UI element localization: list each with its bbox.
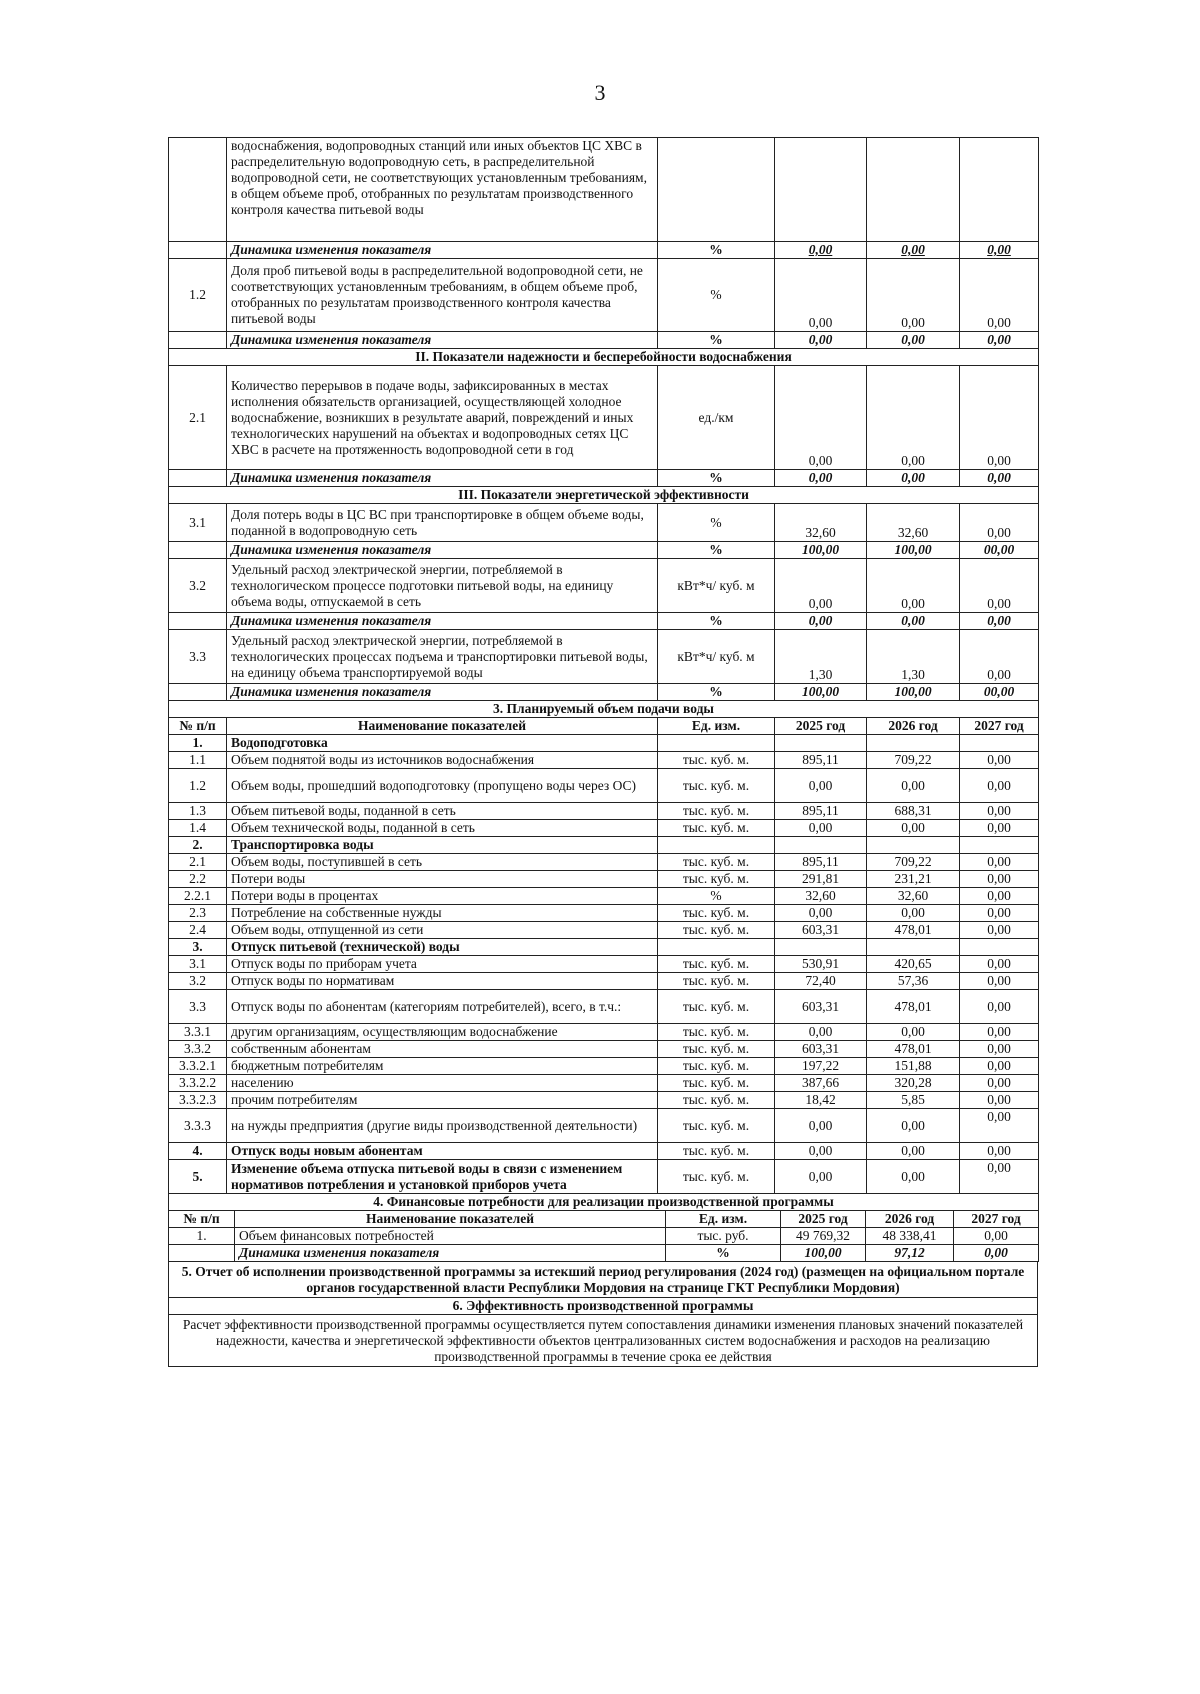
table-row (169, 138, 1039, 242)
table-row (169, 990, 1039, 1024)
table-row (169, 888, 1039, 905)
value-2025: 0,00 (775, 1160, 867, 1194)
row-name: Потребление на собственные нужды (227, 905, 658, 922)
value-2027 (960, 837, 1039, 854)
row-number: 4. (169, 1143, 227, 1160)
value-2027: 0,00 (960, 1041, 1039, 1058)
value-2025: 603,31 (775, 922, 867, 939)
indicators-table (168, 137, 1039, 1194)
value-2025 (775, 735, 867, 752)
row-unit: % (658, 888, 775, 905)
dynamics-row: Динамика изменения показателя % 0,00 0,00 0,00 (169, 613, 1039, 630)
row-unit (658, 939, 775, 956)
row-number: 2. (169, 837, 227, 854)
table-row (169, 956, 1039, 973)
dynamics-row: Динамика изменения показателя % 0,00 0,00 0,00 (169, 242, 1039, 259)
value-2027: 0,00 (960, 820, 1039, 837)
value-2025: 530,91 (775, 956, 867, 973)
value-2026: 478,01 (867, 990, 960, 1024)
value-2026 (867, 837, 960, 854)
table-row (169, 1024, 1039, 1041)
row-unit: тыс. куб. м. (658, 854, 775, 871)
finance-table (168, 1193, 1039, 1262)
row-unit: тыс. куб. м. (658, 1075, 775, 1092)
dynamics-row: Динамика изменения показателя % 100,00 97,12 0,00 (169, 1245, 1039, 1262)
table-row (169, 922, 1039, 939)
value-2026: 688,31 (867, 803, 960, 820)
row-name: Изменение объема отпуска питьевой воды в связи с изменением нормативов потребления и установкой приборов учета (227, 1160, 658, 1194)
value-2026: 57,36 (867, 973, 960, 990)
row-number: 3.3.2.1 (169, 1058, 227, 1075)
table-row (169, 803, 1039, 820)
section-title: II. Показатели надежности и бесперебойности водоснабжения (169, 349, 1039, 366)
value-2027: 0,00 (960, 990, 1039, 1024)
value-2025: 18,42 (775, 1092, 867, 1109)
value-2027: 0,00 (960, 973, 1039, 990)
value-2027 (960, 939, 1039, 956)
row-name: Объем питьевой воды, поданной в сеть (227, 803, 658, 820)
value-2025: 0,00 (775, 1143, 867, 1160)
value-2026: 5,85 (867, 1092, 960, 1109)
dynamics-row: Динамика изменения показателя % 100,00 100,00 00,00 (169, 542, 1039, 559)
value-2027 (960, 735, 1039, 752)
value-2026: 478,01 (867, 1041, 960, 1058)
value-2027: 0,00 (960, 871, 1039, 888)
table-row (169, 973, 1039, 990)
row-number: 1.2 (169, 769, 227, 803)
value-2026: 0,00 (867, 1109, 960, 1143)
value-2027: 0,00 (960, 1092, 1039, 1109)
section-title-row (169, 701, 1039, 718)
value-2025: 895,11 (775, 752, 867, 769)
value-2026: 231,21 (867, 871, 960, 888)
row-unit: тыс. куб. м. (658, 1143, 775, 1160)
row-name: Объем воды, отпущенной из сети (227, 922, 658, 939)
value-2026: 32,60 (867, 888, 960, 905)
row-name: Потери воды (227, 871, 658, 888)
table-row (169, 905, 1039, 922)
dynamics-row: Динамика изменения показателя % 100,00 100,00 00,00 (169, 684, 1039, 701)
dynamics-row: Динамика изменения показателя % 0,00 0,00 0,00 (169, 470, 1039, 487)
table-row (169, 1058, 1039, 1075)
row-number: 1.4 (169, 820, 227, 837)
table-row (169, 1075, 1039, 1092)
value-2025: 387,66 (775, 1075, 867, 1092)
row-unit: тыс. куб. м. (658, 1160, 775, 1194)
row-name: Объем воды, поступившей в сеть (227, 854, 658, 871)
value-2025: 291,81 (775, 871, 867, 888)
row-name: Водоподготовка (227, 735, 658, 752)
report-title: 5. Отчет об исполнении производственной программы за истекший период регулирования (2024 год) (размещен на официальном портале органов государственной власти Республики Мордовия на странице ГКТ Республики Мордовия) (169, 1262, 1038, 1298)
row-number: 3.1 (169, 956, 227, 973)
row-number: 2.2.1 (169, 888, 227, 905)
value-2027: 0,00 (960, 922, 1039, 939)
value-2027: 0,00 (960, 1143, 1039, 1160)
value-2027: 0,00 (960, 888, 1039, 905)
value-2025: 895,11 (775, 854, 867, 871)
row-number: 2.1 (169, 854, 227, 871)
table-row: 1. Объем финансовых потребностей тыс. руб. 49 769,32 48 338,41 0,00 (169, 1228, 1039, 1245)
table-row: 3.1 Доля потерь воды в ЦС ВС при транспортировке в общем объеме воды, поданной в водопроводную сеть % 32,60 32,60 0,00 (169, 504, 1039, 542)
table-row (169, 1041, 1039, 1058)
table-row: 3.2 Удельный расход электрической энергии, потребляемой в технологическом процессе подготовки питьевой воды, на единицу объема воды, отпускаемой в сеть кВт*ч/ куб. м 0,00 0,00 0,00 (169, 559, 1039, 613)
value-2026: 709,22 (867, 854, 960, 871)
row-number: 2.4 (169, 922, 227, 939)
dynamics-label: Динамика изменения показателя (227, 242, 658, 259)
row-name: Отпуск воды новым абонентам (227, 1143, 658, 1160)
section-title-row (169, 487, 1039, 504)
row-number: 3.3.2.2 (169, 1075, 227, 1092)
table-row: 2.1 Количество перерывов в подаче воды, зафиксированных в местах исполнения обязательств организацией, осуществляющей холодное водоснабжение, возникших в результате аварий, повреждений и иных технологических нарушений на объектах и водопроводных сетях ЦС ХВС в расчете на протяженность водопроводной сети в год ед./км 0,00 0,00 0,00 (169, 366, 1039, 470)
section-title: 3. Планируемый объем подачи воды (169, 701, 1039, 718)
row-number: 3.3.2.3 (169, 1092, 227, 1109)
value-2027: 0,00 (960, 854, 1039, 871)
row-number: 2.3 (169, 905, 227, 922)
report-table (168, 1261, 1038, 1367)
row-number: 3.3 (169, 990, 227, 1024)
section-title: 4. Финансовые потребности для реализации производственной программы (169, 1194, 1039, 1211)
section-title-row (169, 349, 1039, 366)
row-number: 1.3 (169, 803, 227, 820)
value-2027: 0,00 (960, 1160, 1039, 1194)
value-2026: 0,00 (867, 1160, 960, 1194)
row-name: Отпуск воды по абонентам (категориям потребителей), всего, в т.ч.: (227, 990, 658, 1024)
row-name: Отпуск воды по приборам учета (227, 956, 658, 973)
supply-table-body (169, 735, 1039, 1194)
table-row (169, 837, 1039, 854)
row-unit: тыс. куб. м. (658, 820, 775, 837)
value-2025: 603,31 (775, 990, 867, 1024)
row-unit: тыс. куб. м. (658, 922, 775, 939)
value-2026: 0,00 (867, 905, 960, 922)
row-name: Потери воды в процентах (227, 888, 658, 905)
value-2026: 420,65 (867, 956, 960, 973)
efficiency-title: 6. Эффективность производственной программы (169, 1298, 1038, 1315)
row-number: 3.3.3 (169, 1109, 227, 1143)
row-name: собственным абонентам (227, 1041, 658, 1058)
value-2026 (867, 939, 960, 956)
row-name: на нужды предприятия (другие виды производственной деятельности) (227, 1109, 658, 1143)
value-2025 (775, 939, 867, 956)
table-row (169, 769, 1039, 803)
row-number: 2.2 (169, 871, 227, 888)
row-unit: тыс. куб. м. (658, 871, 775, 888)
table-row: 3.3 Удельный расход электрической энергии, потребляемой в технологических процессах подъема и транспортировки питьевой воды, на единицу объема транспортируемой воды кВт*ч/ куб. м 1,30 1,30 0,00 (169, 630, 1039, 684)
row-name: населению (227, 1075, 658, 1092)
table-row: 1.2 Доля проб питьевой воды в распределительной водопроводной сети, не соответствующих установленным требованиям, в общем объеме проб, отобранных по результатам производственного контроля качества питьевой воды % 0,00 0,00 0,00 (169, 259, 1039, 332)
value-2027: 0,00 (960, 1058, 1039, 1075)
dynamics-row: Динамика изменения показателя % 0,00 0,00 0,00 (169, 332, 1039, 349)
section-title: III. Показатели энергетической эффективности (169, 487, 1039, 504)
row-unit: тыс. куб. м. (658, 956, 775, 973)
value-2025: 197,22 (775, 1058, 867, 1075)
value-2025: 0,00 (775, 1024, 867, 1041)
value-2025: 0,00 (775, 1109, 867, 1143)
row-unit: тыс. куб. м. (658, 905, 775, 922)
value-2025: 603,31 (775, 1041, 867, 1058)
row-unit: тыс. куб. м. (658, 1041, 775, 1058)
value-2026: 0,00 (867, 820, 960, 837)
row-number: 1. (169, 735, 227, 752)
value-2027: 0,00 (960, 905, 1039, 922)
row-unit (658, 837, 775, 854)
row-name: другим организациям, осуществляющим водоснабжение (227, 1024, 658, 1041)
value-2027: 0,00 (960, 752, 1039, 769)
row-unit: тыс. куб. м. (658, 973, 775, 990)
value-2025: 0,00 (775, 769, 867, 803)
value-2026: 0,00 (867, 1143, 960, 1160)
row-unit: тыс. куб. м. (658, 752, 775, 769)
row-unit: тыс. куб. м. (658, 1092, 775, 1109)
value-2026: 320,28 (867, 1075, 960, 1092)
row-name: Объем технической воды, поданной в сеть (227, 820, 658, 837)
row-name: бюджетным потребителям (227, 1058, 658, 1075)
table-row (169, 735, 1039, 752)
row-name: Отпуск воды по нормативам (227, 973, 658, 990)
row-unit: тыс. куб. м. (658, 1058, 775, 1075)
row-number: 5. (169, 1160, 227, 1194)
table-row (169, 1092, 1039, 1109)
row-unit (658, 735, 775, 752)
value-2025: 0,00 (775, 905, 867, 922)
row-unit: тыс. куб. м. (658, 1024, 775, 1041)
row-number: 3.3.2 (169, 1041, 227, 1058)
row-unit: тыс. куб. м. (658, 803, 775, 820)
table-row (169, 939, 1039, 956)
row-name: Объем воды, прошедший водоподготовку (пропущено воды через ОС) (227, 769, 658, 803)
table-row (169, 854, 1039, 871)
value-2026: 0,00 (867, 769, 960, 803)
value-2025: 72,40 (775, 973, 867, 990)
table-row (169, 820, 1039, 837)
table-row (169, 1109, 1039, 1143)
table-header-row: № п/п Наименование показателей Ед. изм. 2025 год 2026 год 2027 год (169, 718, 1039, 735)
efficiency-text: Расчет эффективности производственной программы осуществляется путем сопоставления динамики изменения плановых значений показателей надежности, качества и энергетической эффективности объектов централизованных систем водоснабжения и расходов на реализацию производственной программы в течение срока ее действия (169, 1315, 1038, 1367)
table-row (169, 752, 1039, 769)
value-2026: 151,88 (867, 1058, 960, 1075)
value-2026: 478,01 (867, 922, 960, 939)
value-2027: 0,00 (960, 803, 1039, 820)
row-name: Объем поднятой воды из источников водоснабжения (227, 752, 658, 769)
row-number: 3. (169, 939, 227, 956)
row-number: 3.3.1 (169, 1024, 227, 1041)
value-2025: 0,00 (775, 820, 867, 837)
page-number: 3 (594, 80, 606, 105)
row-unit: тыс. куб. м. (658, 769, 775, 803)
indicator-text: водоснабжения, водопроводных станций или иных объектов ЦС ХВС в распределительную водопроводную сеть, в распределительной водопроводной сети, не соответствующих установленным требованиям, в общем объеме проб, отобранных по результатам производственного контроля качества питьевой воды (227, 138, 658, 242)
value-2026 (867, 735, 960, 752)
table-row (169, 871, 1039, 888)
value-2025 (775, 837, 867, 854)
value-2027: 0,00 (960, 769, 1039, 803)
row-number: 3.2 (169, 973, 227, 990)
table-header-row: № п/п Наименование показателей Ед. изм. 2025 год 2026 год 2027 год (169, 1211, 1039, 1228)
value-2026: 0,00 (867, 1024, 960, 1041)
row-unit: тыс. куб. м. (658, 990, 775, 1024)
row-number: 1.1 (169, 752, 227, 769)
value-2025: 895,11 (775, 803, 867, 820)
row-name: Транспортировка воды (227, 837, 658, 854)
row-name: Отпуск питьевой (технической) воды (227, 939, 658, 956)
value-2027: 0,00 (960, 1109, 1039, 1143)
table-row (169, 1160, 1039, 1194)
row-name: прочим потребителям (227, 1092, 658, 1109)
value-2025: 32,60 (775, 888, 867, 905)
value-2026: 709,22 (867, 752, 960, 769)
document-body (168, 137, 1038, 1367)
table-row (169, 1143, 1039, 1160)
value-2027: 0,00 (960, 1024, 1039, 1041)
value-2027: 0,00 (960, 956, 1039, 973)
value-2027: 0,00 (960, 1075, 1039, 1092)
row-unit: тыс. куб. м. (658, 1109, 775, 1143)
